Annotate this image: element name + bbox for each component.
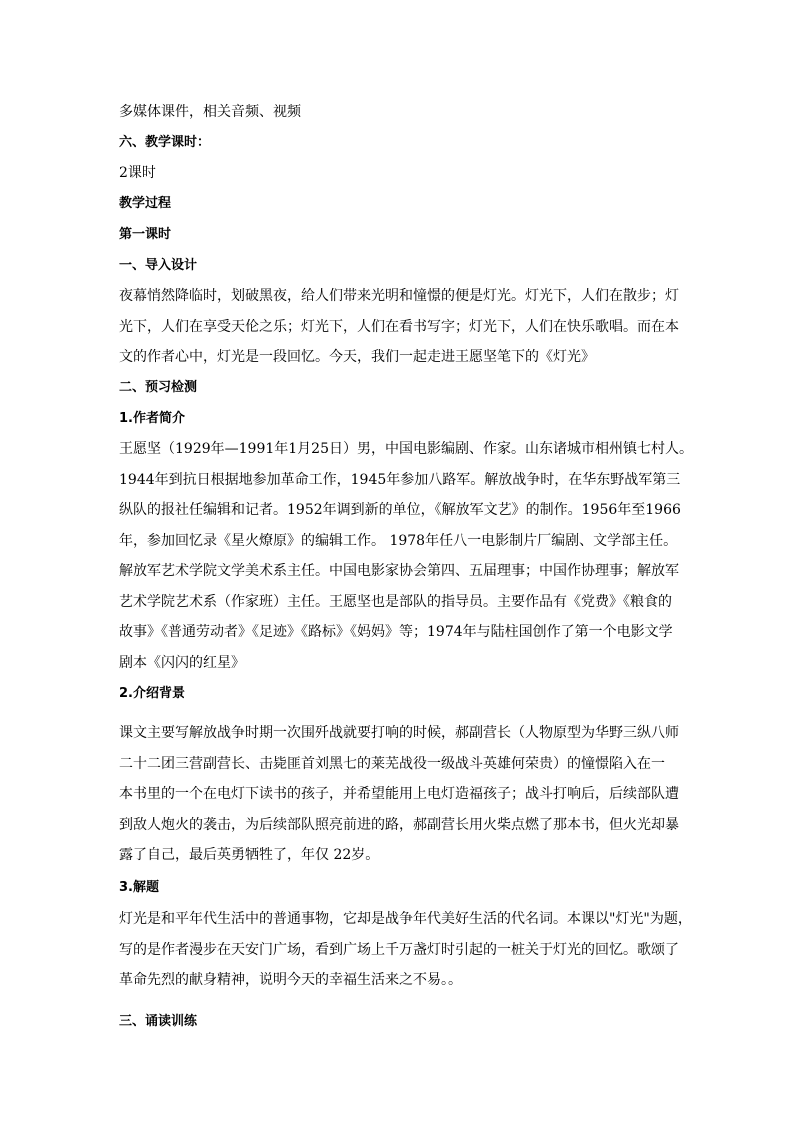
heading-background: 2.介绍背景	[119, 686, 185, 701]
author-paragraph	[119, 434, 693, 678]
section-heading-hours: 六、教学课时：	[119, 135, 211, 150]
title-explain-paragraph	[119, 904, 692, 996]
text-line: 夜幕悄然降临时，划破黑夜，给人们带来光明和憧憬的便是灯光。灯光下，人们在散步；灯	[119, 288, 679, 304]
text-line: 解放军艺术学院文学美术系主任。中国电影家协会第四、五届理事；中国作协理事；解放军	[119, 563, 679, 579]
text-line: 课文主要写解放战争时期一次围歼战就要打响的时候，郝副营长（人物原型为华野三纵八师	[119, 725, 679, 741]
text-line: 到敌人炮火的袭击，为后续部队照亮前进的路，郝副营长用火柴点燃了那本书，但火光却暴	[119, 816, 679, 833]
heading-first-lesson: 第一课时	[119, 227, 172, 242]
heading-preview: 二、预习检测	[119, 380, 198, 395]
text-line: 光下，人们在享受天伦之乐；灯光下，人们在看书写字；灯光下，人们在快乐歌唱。而在本	[119, 318, 679, 335]
text-line: 二十二团三营副营长、击毙匪首刘黑七的莱芜战役一级战斗英雄何荣贵）的憧憬陷入在一	[119, 755, 665, 772]
materials-line: 多媒体课件，相关音频、视频	[119, 104, 301, 120]
heading-author: 1.作者简介	[119, 411, 185, 426]
text-line: 革命先烈的献身精神，说明今天的幸福生活来之不易。。	[119, 972, 462, 988]
text-line: 灯光是和平年代生活中的普通事物，它却是战争年代美好生活的代名词。本课以"灯光"为题，	[119, 911, 692, 927]
text-line: 王愿坚（1929年—1991年1月25日）男，中国电影编剧、作家。山东诸城市相州镇七村人。	[119, 441, 693, 457]
background-paragraph	[119, 718, 681, 871]
hours-line: 2课时	[119, 165, 156, 181]
text-line: 1944年到抗日根据地参加革命工作，1945年参加八路军。解放战争时，在华东野战军第三	[119, 471, 681, 488]
heading-intro: 一、导入设计	[119, 258, 198, 273]
heading-reading: 三、诵读训练	[119, 1014, 198, 1029]
text-line: 本书里的一个在电灯下读书的孩子，并希望能用上电灯造福孩子；战斗打响后，后续部队遭	[119, 786, 679, 802]
text-line: 纵队的报社任编辑和记者。1952年调到新的单位，《解放军文艺》的制作。1956年至1966	[119, 502, 681, 518]
heading-process: 教学过程	[119, 196, 172, 211]
heading-title-explain: 3.解题	[119, 880, 159, 895]
text-line: 艺术学院艺术系（作家班）主任。王愿坚也是部队的指导员。主要作品有《党费》《粮食的	[119, 593, 672, 610]
text-line: 文的作者心中，灯光是一段回忆。今天，我们一起走进王愿坚笔下的《灯光》	[119, 349, 595, 365]
intro-paragraph	[119, 281, 681, 373]
text-line: 写的是作者漫步在天安门广场，看到广场上千万盏灯时引起的一桩关于灯光的回忆。歌颂了	[119, 941, 679, 958]
text-line: 故事》《普通劳动者》《足迹》《路标》《妈妈》等；1974年与陆柱国创作了第一个电影文学	[119, 624, 673, 640]
text-line: 露了自己，最后英勇牺牲了，年仅 22岁。	[119, 847, 380, 863]
text-line: 剧本《闪闪的红星》	[119, 654, 245, 671]
text-line: 年，参加回忆录《星火燎原》的编辑工作。 1978年任八一电影制片厂编剧、文学部主任。	[119, 532, 678, 549]
